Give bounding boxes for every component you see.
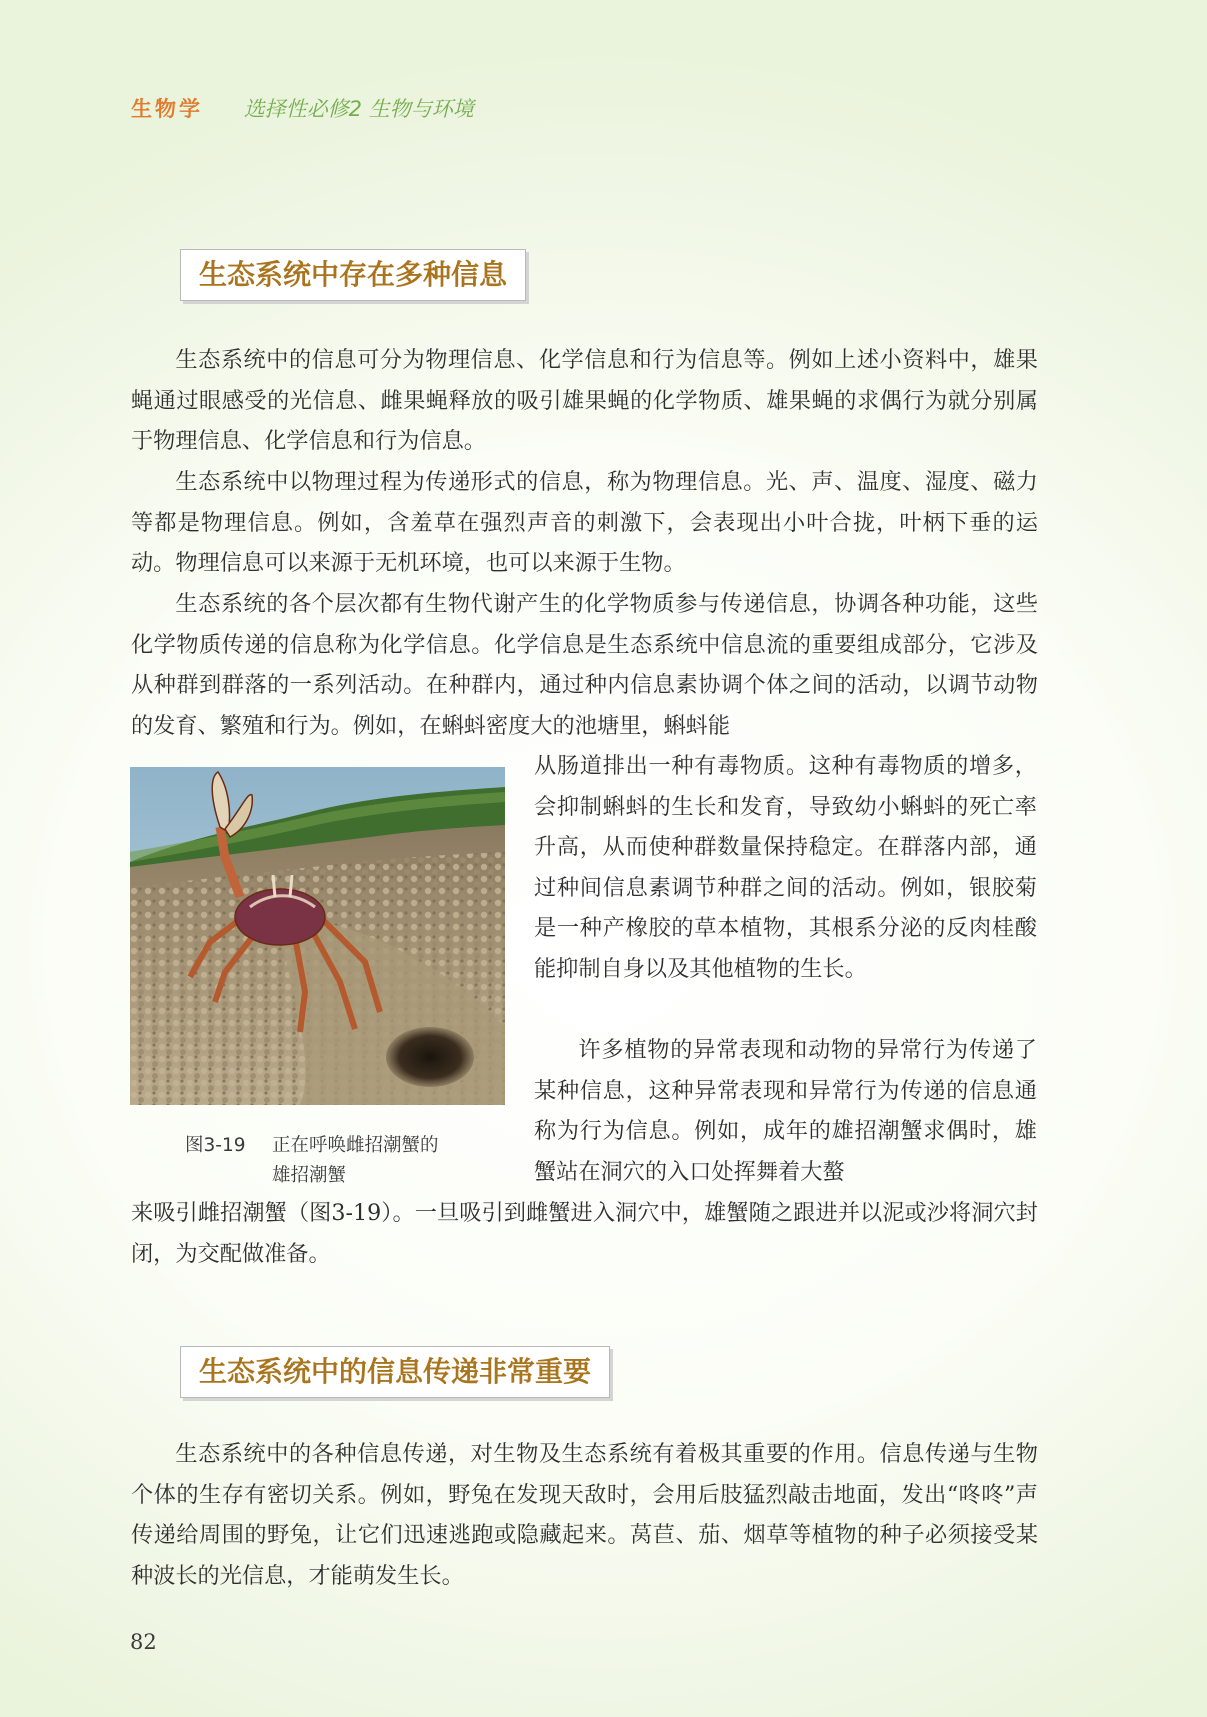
paragraph-physical-info: 生态系统中以物理过程为传递形式的信息，称为物理信息。光、声、温度、湿度、磁力等都是物理信息。例如，含羞草在强烈声音的刺激下，会表现出小叶合拢，叶柄下垂的运动。物理信息可以来源于无机环境，也可以来源于生物。 [131,469,1038,576]
fiddler-crab-photo [130,767,505,1105]
figure-number: 图3-19 [185,1135,246,1156]
page-number: 82 [130,1630,157,1654]
figure-caption-line-1: 正在呼唤雌招潮蟹的 [272,1135,439,1156]
paragraph-info-importance: 生态系统中的各种信息传递，对生物及生态系统有着极其重要的作用。信息传递与生物个体的生存有密切关系。例如，野兔在发现天敌时，会用后肢猛烈敲击地面，发出“咚咚”声传递给周围的野兔，让它们迅速逃跑或隐藏起来。莴苣、茄、烟草等植物的种子必须接受某种波长的光信息，才能萌发生长。 [131,1441,1038,1589]
paragraph-chemical-info: 生态系统的各个层次都有生物代谢产生的化学物质参与传递信息，协调各种功能，这些化学物质传递的信息称为化学信息。化学信息是生态系统中信息流的重要组成部分，它涉及从种群到群落的一系列活动。在种群内，通过种内信息素协调个体之间的活动，以调节动物的发育、繁殖和行为。例如，在蝌蚪密度大的池塘里，蝌蚪能 [131,591,1038,739]
paragraph-behavior-info-cont: 来吸引雌招潮蟹（图3-19）。一旦吸引到雌蟹进入洞穴中，雄蟹随之跟进并以泥或沙将洞穴封闭，为交配做准备。 [131,1200,1038,1267]
figure-caption-line-2: 雄招潮蟹 [272,1165,347,1186]
section-title-2: 生态系统中的信息传递非常重要 [180,1346,610,1398]
paragraph-info-types: 生态系统中的信息可分为物理信息、化学信息和行为信息等。例如上述小资料中，雄果蝇通过眼感受的光信息、雌果蝇释放的吸引雄果蝇的化学物质、雄果蝇的求偶行为就分别属于物理信息、化学信息和行为信息。 [131,347,1038,454]
paragraph-chemical-info-cont: 从肠道排出一种有毒物质。这种有毒物质的增多，会抑制蝌蚪的生长和发育，导致幼小蝌蚪的死亡率升高，从而使种群数量保持稳定。在群落内部，通过种间信息素调节种群之间的活动。例如，银胶菊是一种产橡胶的草本植物，其根系分泌的反肉桂酸能抑制自身以及其他植物的生长。 [534,753,1037,982]
running-header [131,93,474,123]
section-title-1: 生态系统中存在多种信息 [180,249,526,301]
header-book-title: 选择性必修2 生物与环境 [243,97,474,121]
paragraph-behavior-info: 许多植物的异常表现和动物的异常行为传递了某种信息，这种异常表现和异常行为传递的信息通称为行为信息。例如，成年的雄招潮蟹求偶时，雄蟹站在洞穴的入口处挥舞着大螯 [534,1037,1037,1185]
header-subject: 生物学 [131,97,203,121]
